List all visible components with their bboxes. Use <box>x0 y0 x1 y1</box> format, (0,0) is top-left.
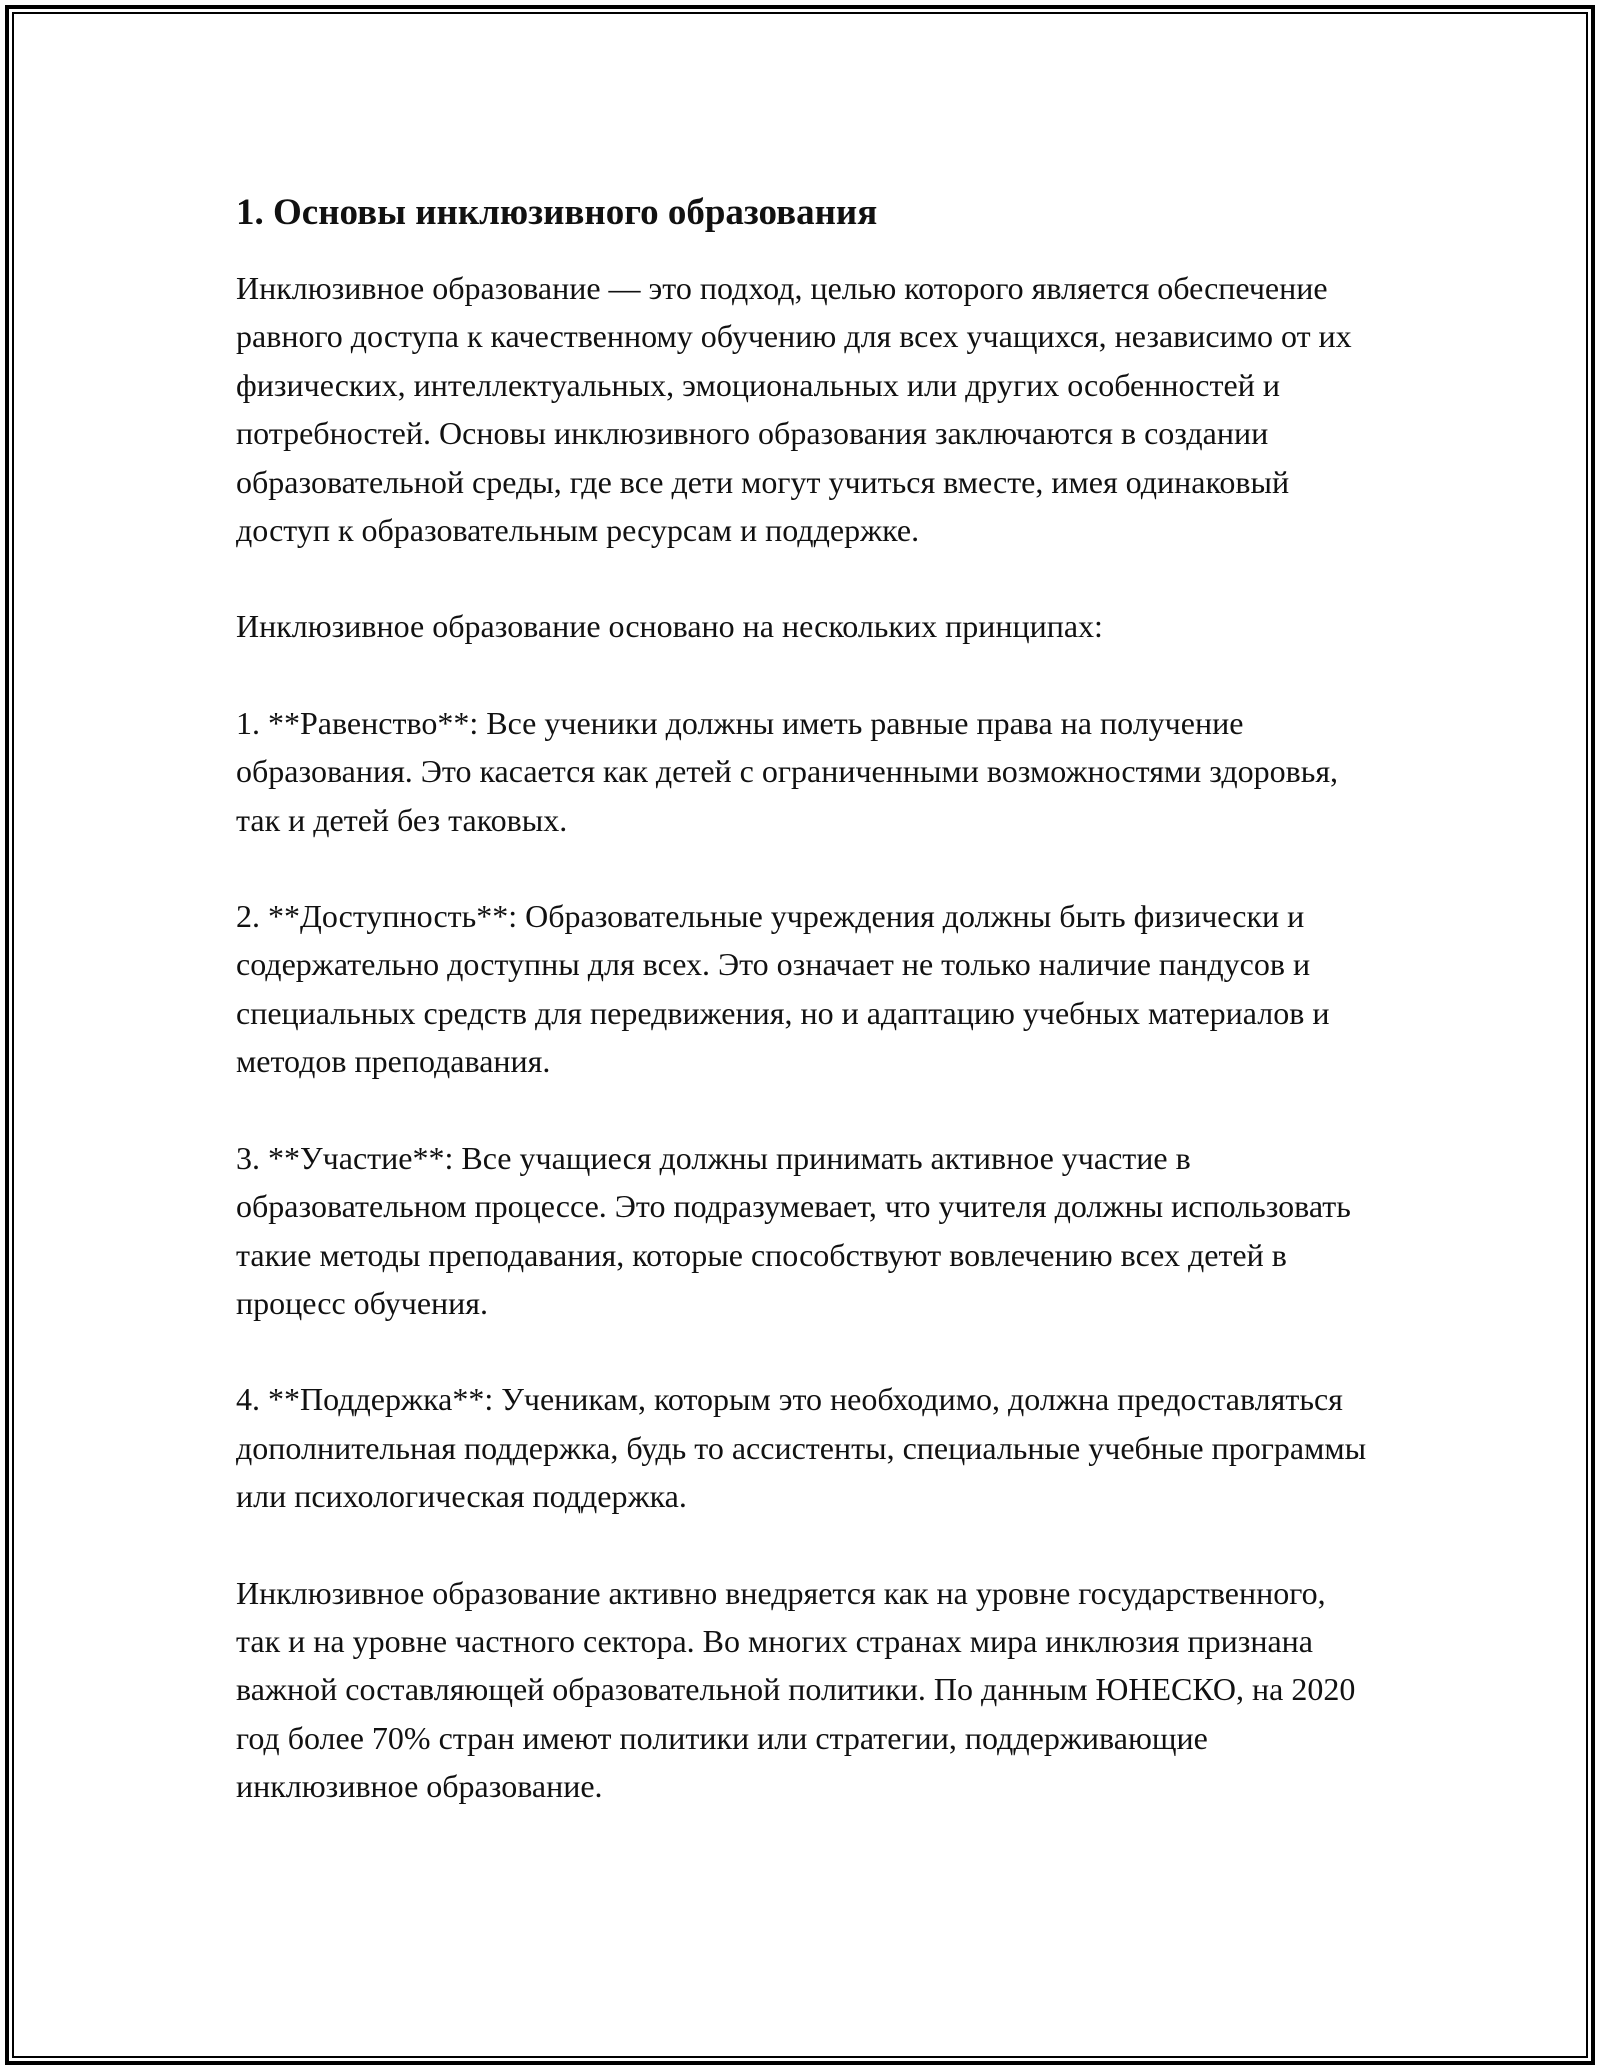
intro-paragraph: Инклюзивное образование — это подход, целью которого является обеспечение равного доступа к качественному обучению для всех учащихся, независимо от их физических, интеллектуальных, эмоциональных или других особенностей и потребностей. Основы инклюзивного образования заключаются в создании образовательной среды, где все дети могут учиться вместе, имея одинаковый доступ к образовательным ресурсам и поддержке. <box>236 270 1352 549</box>
section-heading: 1. Основы инклюзивного образования <box>236 192 878 233</box>
conclusion-paragraph: Инклюзивное образование активно внедряется как на уровне государственного, так и на уровне частного сектора. Во многих странах мира инклюзия признана важной составляющей образовательной политики. По данным ЮНЕСКО, на 2020 год более 70% стран имеют политики или стратегии, поддерживающие инклюзивное образование. <box>236 1574 1356 1805</box>
principle-support-paragraph: 4. **Поддержка**: Ученикам, которым это необходимо, должна предоставляться дополнительная поддержка, будь то ассистенты, специальные учебные программы или психологическая поддержка. <box>236 1381 1367 1515</box>
principles-intro-paragraph: Инклюзивное образование основано на нескольких принципах: <box>236 608 1103 645</box>
principle-accessibility-paragraph: 2. **Доступность**: Образовательные учреждения должны быть физически и содержательно доступны для всех. Это означает не только наличие пандусов и специальных средств для передвижения, но и адаптацию учебных материалов и методов преподавания. <box>236 898 1330 1080</box>
principle-participation-paragraph: 3. **Участие**: Все учащиеся должны принимать активное участие в образовательном процессе. Это подразумевает, что учителя должны использовать такие методы преподавания, которые способствуют вовлечению всех детей в процесс обучения. <box>236 1139 1351 1321</box>
document-body <box>236 188 1376 1811</box>
principle-equality-paragraph: 1. **Равенство**: Все ученики должны иметь равные права на получение образования. Это касается как детей с ограниченными возможностями здоровья, так и детей без таковых. <box>236 704 1339 838</box>
